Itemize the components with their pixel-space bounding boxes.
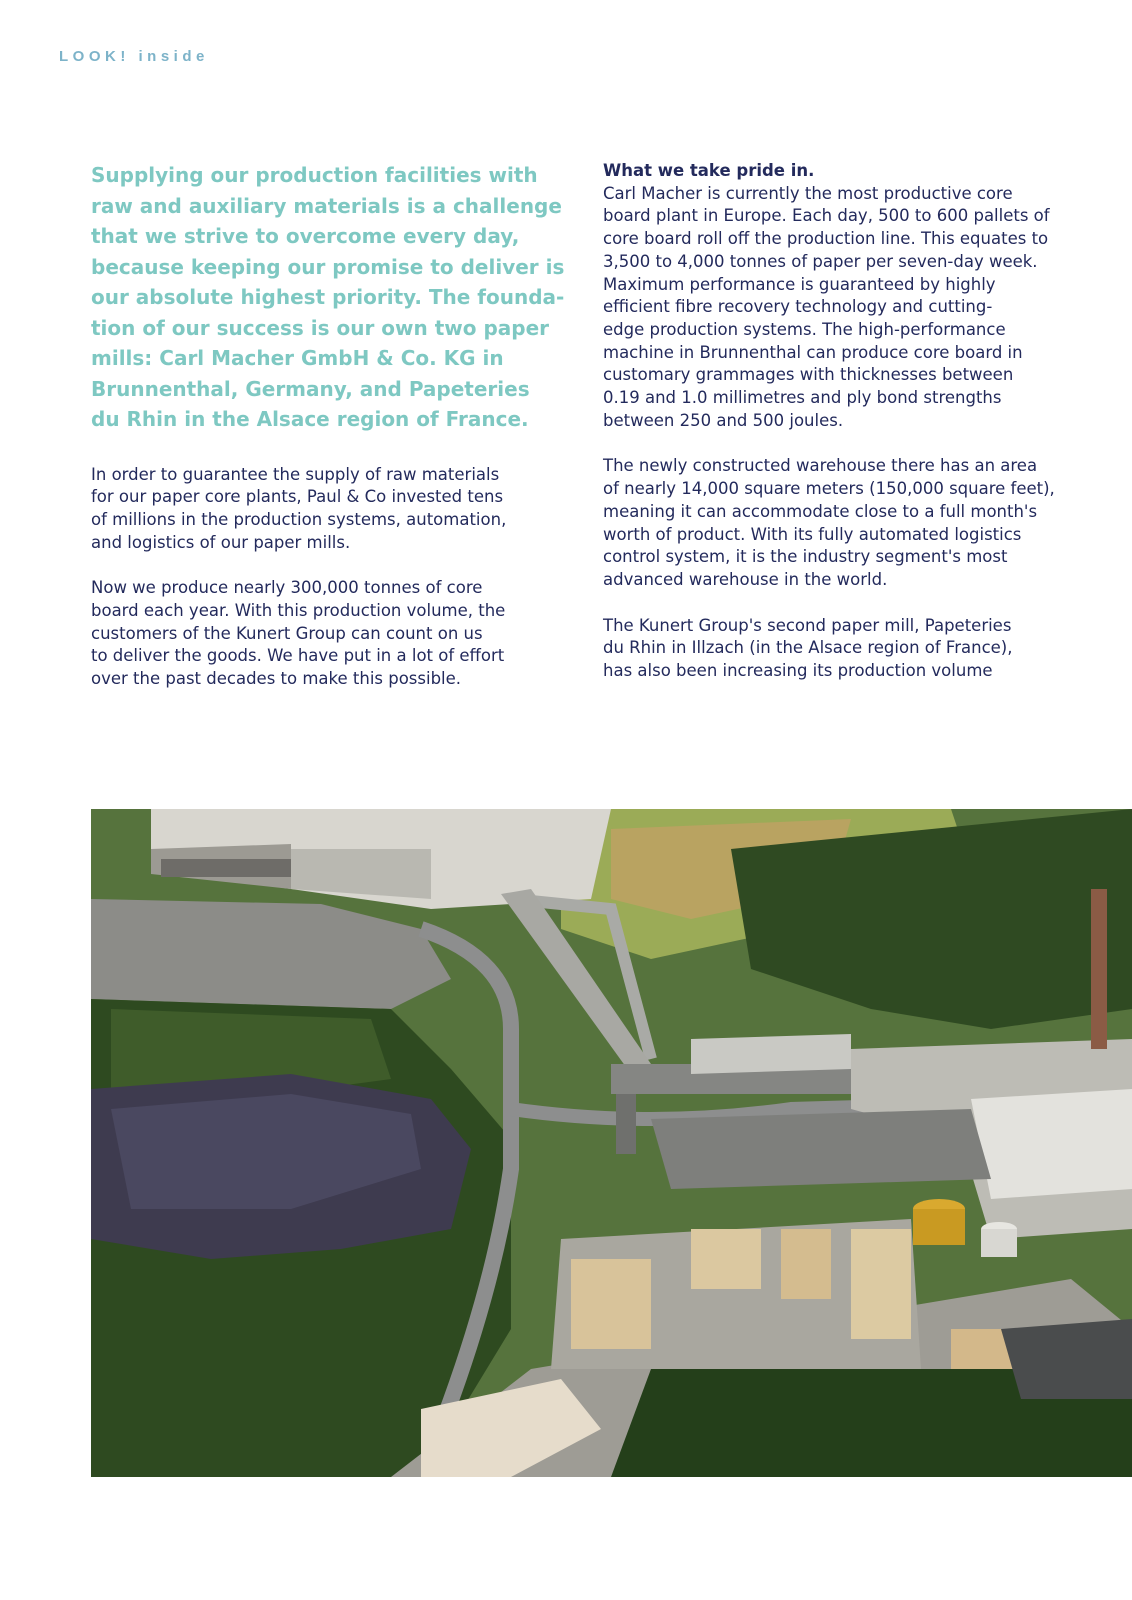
lead-line: our absolute highest priority. The founda- [91, 285, 565, 309]
text-line: advanced warehouse in the world. [603, 569, 888, 589]
text-line: customary grammages with thicknesses between [603, 365, 1014, 385]
text-line: 0.19 and 1.0 millimetres and ply bond strengths [603, 388, 1002, 408]
production-volume-paragraph [91, 577, 531, 691]
text-line: control system, it is the industry segment's most [603, 547, 1008, 567]
text-line: between 250 and 500 joules. [603, 410, 844, 430]
text-line: for our paper core plants, Paul & Co invested tens [91, 487, 504, 507]
text-line: In order to guarantee the supply of raw materials [91, 464, 500, 484]
page-header-label: LOOK! inside [59, 48, 209, 65]
text-line: of millions in the production systems, automation, [91, 509, 507, 529]
text-line: Maximum performance is guaranteed by highly [603, 274, 996, 294]
warehouse-paragraph [603, 455, 1063, 591]
text-line: board each year. With this production volume, the [91, 601, 506, 621]
second-mill-paragraph [603, 615, 1063, 683]
lead-line: mills: Carl Macher GmbH & Co. KG in [91, 346, 504, 370]
text-line: du Rhin in Illzach (in the Alsace region of France), [603, 638, 1013, 658]
investment-paragraph [91, 464, 531, 555]
text-line: and logistics of our paper mills. [91, 532, 351, 552]
pride-paragraph [603, 160, 1063, 432]
text-line: core board roll off the production line. This equates to [603, 229, 1049, 249]
lead-line: raw and auxiliary materials is a challenge [91, 193, 562, 218]
left-column [91, 160, 565, 714]
lead-line: that we strive to overcome every day, [91, 224, 520, 248]
text-line: machine in Brunnenthal can produce core board in [603, 342, 1023, 362]
text-line: efficient fibre recovery technology and cutting- [603, 297, 993, 317]
text-line: Now we produce nearly 300,000 tonnes of core [91, 578, 483, 598]
text-line: customers of the Kunert Group can count on us [91, 623, 483, 643]
aerial-mill-illustration [91, 809, 1132, 1477]
text-line: The Kunert Group's second paper mill, Papeteries [603, 615, 1012, 635]
text-line: over the past decades to make this possible. [91, 669, 462, 689]
lead-line: Supplying our production facilities with [91, 163, 538, 187]
text-line: 3,500 to 4,000 tonnes of paper per seven-day week. [603, 251, 1038, 271]
text-line: Carl Macher is currently the most productive core [603, 183, 1013, 203]
text-line: meaning it can accommodate close to a full month's [603, 501, 1038, 521]
lead-line: du Rhin in the Alsace region of France. [91, 407, 529, 431]
text-line: to deliver the goods. We have put in a lot of effort [91, 646, 505, 666]
section-subheading: What we take pride in. [603, 161, 815, 180]
lead-line: tion of our success is our own two paper [91, 315, 549, 340]
lead-line: Brunnenthal, Germany, and Papeteries [91, 376, 530, 401]
right-column [603, 160, 1063, 706]
text-line: The newly constructed warehouse there has an area [603, 456, 1038, 476]
aerial-mill-photo [91, 809, 1132, 1477]
text-line: of nearly 14,000 square meters (150,000 square feet), [603, 479, 1055, 499]
text-line: has also been increasing its production volume [603, 661, 993, 681]
text-line: worth of product. With its fully automated logistics [603, 524, 1022, 544]
text-line: edge production systems. The high-performance [603, 319, 1006, 339]
text-line: board plant in Europe. Each day, 500 to 600 pallets of [603, 206, 1050, 226]
lead-paragraph [91, 160, 565, 435]
lead-line: because keeping our promise to deliver is [91, 254, 565, 279]
